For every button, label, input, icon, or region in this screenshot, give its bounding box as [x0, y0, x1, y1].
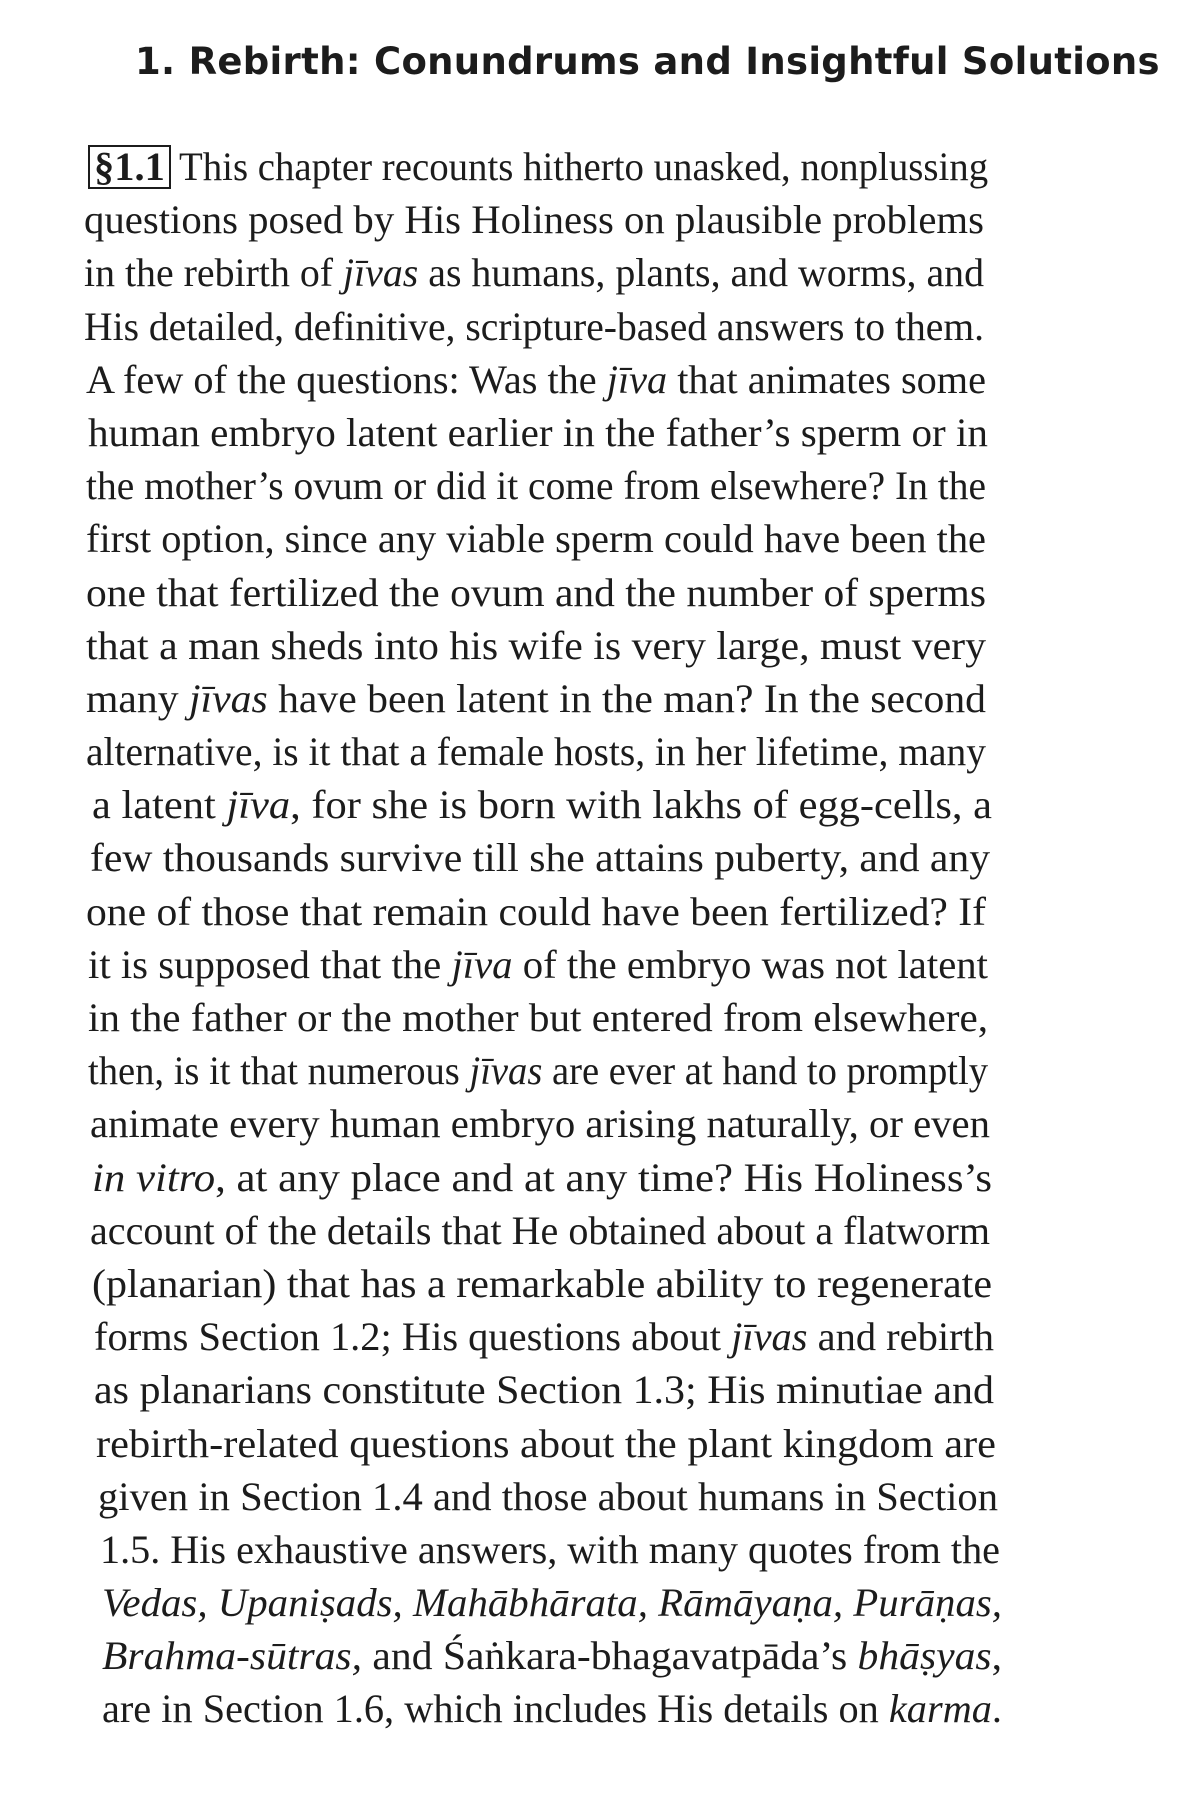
text-line [84, 1363, 1124, 1416]
italic-term: Vedas, Upaniṣads, Mahābhārata, Rāmāyaṇa, Purāṇas, [102, 1580, 1002, 1626]
italic-term: Brahma-sūtras, [102, 1633, 363, 1679]
text-segment: His detailed, definitive, scripture-based answers to them. [84, 303, 984, 349]
text-segment: few thousands survive till she attains puberty, and any [90, 835, 990, 881]
text-segment: account of the details that He obtained about a flatworm [90, 1207, 990, 1253]
text-segment: and rebirth [807, 1314, 994, 1360]
text-line [84, 1576, 1124, 1629]
text-segment: as planarians constitute Section 1.3; His minutiae and [94, 1367, 995, 1413]
text-segment: given in Section 1.4 and those about humans in Section [98, 1473, 998, 1519]
text-segment: first option, since any viable sperm could have been the [86, 516, 986, 562]
text-segment: then, is it that numerous [88, 1048, 470, 1094]
text-line [84, 512, 1124, 565]
text-segment: as humans, plants, and worms, and [418, 250, 984, 296]
text-line [84, 885, 1124, 938]
text-line [84, 1470, 1124, 1523]
text-line [84, 831, 1124, 884]
text-segment: that animates some [667, 356, 986, 402]
text-segment: human embryo latent earlier in the father’s sperm or in [88, 409, 988, 455]
text-segment: , [991, 1633, 1002, 1679]
text-segment: (planarian) that has a remarkable ability to regenerate [92, 1260, 992, 1306]
text-segment: forms Section 1.2; His questions about [94, 1314, 732, 1360]
text-segment: one that fertilized the ovum and the number of sperms [86, 569, 986, 615]
text-line [84, 1682, 1124, 1735]
italic-term: jīva [451, 941, 513, 987]
text-segment: rebirth-related questions about the plant kingdom are [96, 1420, 996, 1466]
text-segment: the mother’s ovum or did it come from elsewhere? In the [86, 463, 986, 509]
text-line [84, 778, 1124, 831]
text-line [84, 1417, 1124, 1470]
text-segment: questions posed by His Holiness on plausible problems [84, 197, 984, 243]
italic-term: in vitro [92, 1154, 216, 1200]
body-paragraph [84, 140, 1124, 1736]
chapter-heading: 1. Rebirth: Conundrums and Insightful Solutions [135, 40, 1160, 83]
italic-term: jīvas [469, 1048, 543, 1094]
text-line [84, 619, 1124, 672]
text-segment: have been latent in the man? In the second [267, 675, 987, 721]
text-segment: of the embryo was not latent [512, 941, 989, 987]
text-line [84, 672, 1124, 725]
text-segment: are in Section 1.6, which includes His details on [102, 1686, 889, 1732]
text-line [84, 1151, 1124, 1204]
text-segment: that a man sheds into his wife is very large, must very [86, 622, 986, 668]
text-line [84, 1523, 1124, 1576]
text-line [84, 991, 1124, 1044]
text-line [84, 1097, 1124, 1150]
text-line [84, 1044, 1124, 1097]
text-line [84, 1629, 1124, 1682]
italic-term: jīvas [731, 1314, 808, 1360]
text-line [84, 566, 1124, 619]
text-segment: alternative, is it that a female hosts, in her lifetime, many [86, 729, 986, 775]
text-line [84, 353, 1124, 406]
italic-term: bhāṣyas [857, 1633, 992, 1679]
text-segment: animate every human embryo arising naturally, or even [90, 1101, 991, 1147]
text-segment: and Śaṅkara-bhagavatpāda’s [362, 1633, 858, 1679]
text-segment: , at any place and at any time? His Holiness’s [215, 1154, 992, 1200]
text-line [84, 1204, 1124, 1257]
text-segment: are ever at hand to promptly [542, 1048, 988, 1094]
text-line [84, 246, 1124, 299]
text-segment: one of those that remain could have been fertilized? If [86, 888, 986, 934]
text-line [84, 459, 1124, 512]
text-segment: A few of the questions: Was the [86, 356, 607, 402]
text-line [84, 140, 1124, 193]
italic-term: karma [888, 1686, 992, 1732]
text-line [84, 406, 1124, 459]
text-segment: many [86, 675, 189, 721]
text-segment: in the father or the mother but entered from elsewhere, [88, 995, 988, 1040]
italic-term: jīvas [343, 250, 419, 296]
text-line [84, 725, 1124, 778]
text-segment: This chapter recounts hitherto unasked, nonplussing [178, 144, 988, 189]
italic-term: jīva [606, 356, 668, 402]
text-line [84, 300, 1124, 353]
text-line [84, 1310, 1124, 1363]
italic-term: jīvas [188, 675, 268, 721]
text-line [84, 193, 1124, 246]
text-line [84, 1257, 1124, 1310]
text-segment: 1.5. His exhaustive answers, with many quotes from the [100, 1526, 1000, 1572]
italic-term: jīva [226, 782, 291, 828]
text-segment: . [991, 1686, 1002, 1732]
text-line [84, 938, 1124, 991]
text-segment: it is supposed that the [88, 941, 452, 987]
text-segment: a latent [92, 782, 227, 828]
text-segment: in the rebirth of [84, 250, 344, 296]
text-segment: , for she is born with lakhs of egg-cells, a [290, 782, 992, 828]
section-number-box: §1.1 [88, 145, 171, 189]
